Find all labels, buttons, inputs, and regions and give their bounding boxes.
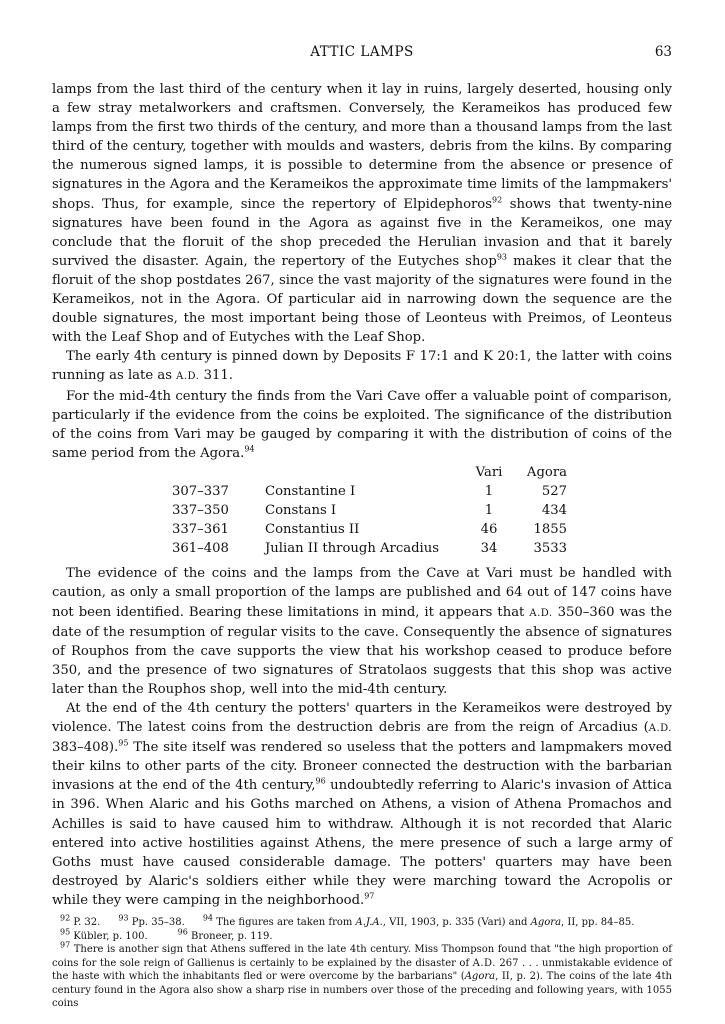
footnote-ref-96: 96 [315,776,326,786]
paragraph-5: At the end of the 4th century the potters' quarters in the Kerameikos were destroyed by violence. The latest coins from the destruction debris are from the reign of Arcadius (A.D. 383–408).$^{95}$ The site itself was rendered so useless that the potters and lampmakers moved their kilns to other parts of the city. Broneer connected the destruction with the barbarian invasions at the end of the 4th century,$^{96}$ undoubtedly referring to Alaric's invasion of Attica in 396. When Alaric and his Goths marched on Athens, a vision of Athena Promachos and Achilles is said to have caused him to withdraw. Although it is not recorded that Alaric entered into active hostilities against Athens, the mere presence of such a large army of Goths must have caused considerable damage. The potters' quarters may have been destroyed by Alaric's soldiers either while they were marching toward the Acropolis or while they were camping in the neighborhood.$^{97}$ [52,701,672,908]
paragraph-3: For the mid-4th century the finds from the Vari Cave offer a valuable point of comparison, particularly if the evidence from the coins be exploited. The significance of the distribution of the coins from Vari may be gauged by comparing it with the distribution of coins of the same period from the Agora.$^{94}$ [52,388,672,461]
paragraph-2: The early 4th century is pinned down by Deposits F 17:1 and K 20:1, the latter with coins running as late as A.D. 311. [52,349,672,384]
table-row: 337–350 Constans I 1 434 [172,503,567,519]
footnote-ref-95: 95 [118,738,129,748]
footnote-line: $^{95}$ Kübler, p. 100. $^{96}$ Broneer, p. 119. [60,927,273,942]
table-header-row [172,463,573,482]
page-number: 63 [654,44,672,60]
body-text [52,80,672,910]
table-row: 337–361 Constantius II 46 1855 [172,522,567,538]
footnote-line: $^{92}$ P. 32. $^{93}$ Pp. 35–38. $^{94}$ The figures are taken from A.J.A., VII, 1903, p. 335 (Vari) and Agora, II, pp. 84–85. [60,913,635,929]
footnote-ref-94: 94 [244,444,255,454]
table-row: 361–408 Julian II through Arcadius 34 3533 [172,541,567,557]
column-header-agora: Agora [526,464,567,480]
page [52,44,672,1011]
footnote-97: $^{97}$ There is another sign that Athens suffered in the late 4th century. Miss Thompson found that "the high proportion of coins for the sole reign of Gallienus is certainly to be explained by the disaster of A.D. 267 . . . unmistakable evidence of the haste with which the inhabitants fled or were overcome by the barbarians" (Agora, II, p. 2). The coins of the late 4th century found in the Agora also show a sharp rise in numbers over those of the preceding and following years, with 1055 coins [52,940,672,1010]
paragraph-1: lamps from the last third of the century when it lay in ruins, largely deserted, housing only a few stray metalworkers and craftsmen. Conversely, the Kerameikos has produced few lamps from the first two thirds of the century, and more than a thousand lamps from the last third of the century, together with moulds and wasters, debris from the kilns. By comparing the numerous signed lamps, it is possible to determine from the absence or presence of signatures in the Agora and the Kerameikos the approximate time limits of the lampmakers' shops. Thus, for example, since the repertory of Elpidephoros$^{92}$ shows that twenty-nine signatures have been found in the Agora as against five in the Kerameikos, one may conclude that the floruit of the shop preceded the Herulian invasion and that it barely survived the disaster. Again, the repertory of the Eutyches shop$^{93}$ makes it clear that the floruit of the shop postdates 267, since the vast majority of the signatures were found in the Kerameikos, not in the Agora. Of particular aid in narrowing down the sequence are the double signatures, the most important being those of Leonteus with Preimos, of Leonteus with the Leaf Shop and of Eutyches with the Leaf Shop. [52,82,672,346]
running-title: ATTIC LAMPS [310,44,414,60]
column-header-vari: Vari [475,464,503,480]
footnotes [52,913,672,1011]
footnote-ref-93: 93 [496,252,508,262]
table-row: 307–337 Constantine I 1 527 [172,483,567,499]
paragraph-4: The evidence of the coins and the lamps from the Cave at Vari must be handled with caution, as only a small proportion of the lamps are published and 64 out of 147 coins have not been identified. Bearing these limitations in mind, it appears that A.D. 350–360 was the date of the resumption of regular visits to the cave. Consequently the absence of signatures of Rouphos from the cave supports the view that his workshop ceased to produce before 350, and the presence of two signatures of Stratolaos suggests that this shop was active later than the Rouphos shop, well into the mid-4th century. [52,566,672,697]
running-header [52,44,672,66]
coin-distribution-table [172,463,573,558]
footnote-ref-97: 97 [364,891,375,901]
footnote-ref-92: 92 [492,195,503,205]
